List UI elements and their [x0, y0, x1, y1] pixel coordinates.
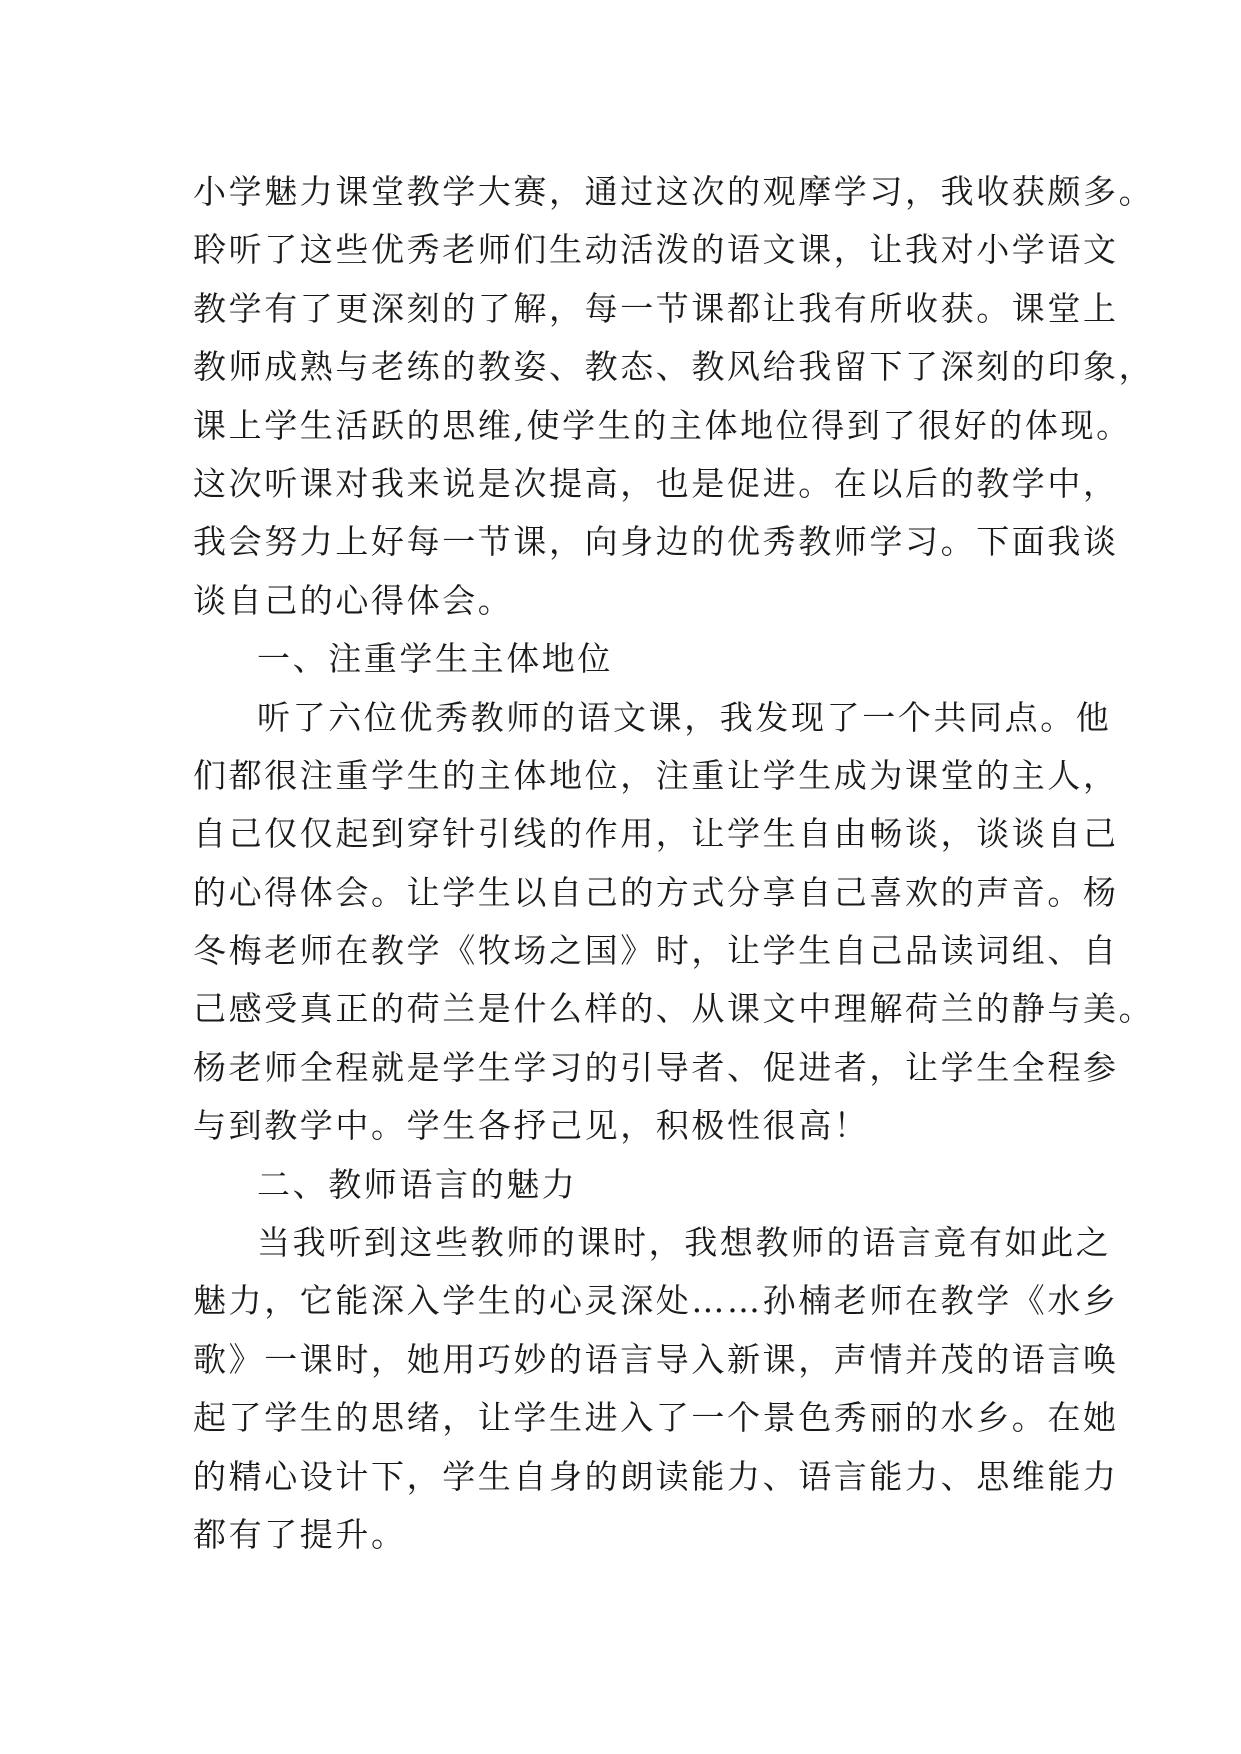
- paragraph-line: 魅力，它能深入学生的心灵深处……孙楠老师在教学《水乡: [193, 1281, 1119, 1321]
- paragraph-line: 的精心设计下，学生自身的朗读能力、语言能力、思维能力: [193, 1456, 1119, 1496]
- paragraph-line: 起了学生的思绪，让学生进入了一个景色秀丽的水乡。在她: [193, 1398, 1119, 1438]
- paragraph-line: 聆听了这些优秀老师们生动活泼的语文课，让我对小学语文: [193, 230, 1119, 270]
- section-heading: 一、注重学生主体地位: [257, 639, 613, 679]
- paragraph-line: 己感受真正的荷兰是什么样的、从课文中理解荷兰的静与美。: [193, 989, 1155, 1029]
- paragraph-line: 听了六位优秀教师的语文课，我发现了一个共同点。他: [257, 697, 1112, 737]
- paragraph-line: 这次听课对我来说是次提高，也是促进。在以后的教学中，: [193, 463, 1119, 503]
- paragraph-line: 冬梅老师在教学《牧场之国》时，让学生自己品读词组、自: [193, 931, 1119, 971]
- paragraph-line: 们都很注重学生的主体地位，注重让学生成为课堂的主人，: [193, 755, 1119, 795]
- paragraph-line: 谈自己的心得体会。: [193, 580, 514, 620]
- paragraph-line: 歌》一课时，她用巧妙的语言导入新课，声情并茂的语言唤: [193, 1339, 1119, 1379]
- paragraph-line: 教学有了更深刻的了解，每一节课都让我有所收获。课堂上: [193, 288, 1119, 328]
- paragraph-line: 小学魅力课堂教学大赛，通过这次的观摩学习，我收获颇多。: [193, 172, 1155, 211]
- paragraph-line: 当我听到这些教师的课时，我想教师的语言竟有如此之: [257, 1223, 1112, 1263]
- paragraph-line: 的心得体会。让学生以自己的方式分享自己喜欢的声音。杨: [193, 872, 1119, 912]
- document-body: [193, 163, 1155, 1564]
- paragraph-line: 我会努力上好每一节课，向身边的优秀教师学习。下面我谈: [193, 522, 1119, 562]
- paragraph-line: 与到教学中。学生各抒己见，积极性很高！: [193, 1106, 870, 1146]
- paragraph-line: 教师成熟与老练的教姿、教态、教风给我留下了深刻的印象，: [193, 347, 1155, 387]
- paragraph-line: 自己仅仅起到穿针引线的作用，让学生自由畅谈，谈谈自己: [193, 814, 1119, 854]
- section-heading: 二、教师语言的魅力: [257, 1164, 578, 1204]
- paragraph-line: 都有了提升。: [193, 1514, 407, 1554]
- paragraph-line: 课上学生活跃的思维,使学生的主体地位得到了很好的体现。: [193, 405, 1132, 445]
- paragraph-line: 杨老师全程就是学生学习的引导者、促进者，让学生全程参: [193, 1047, 1119, 1087]
